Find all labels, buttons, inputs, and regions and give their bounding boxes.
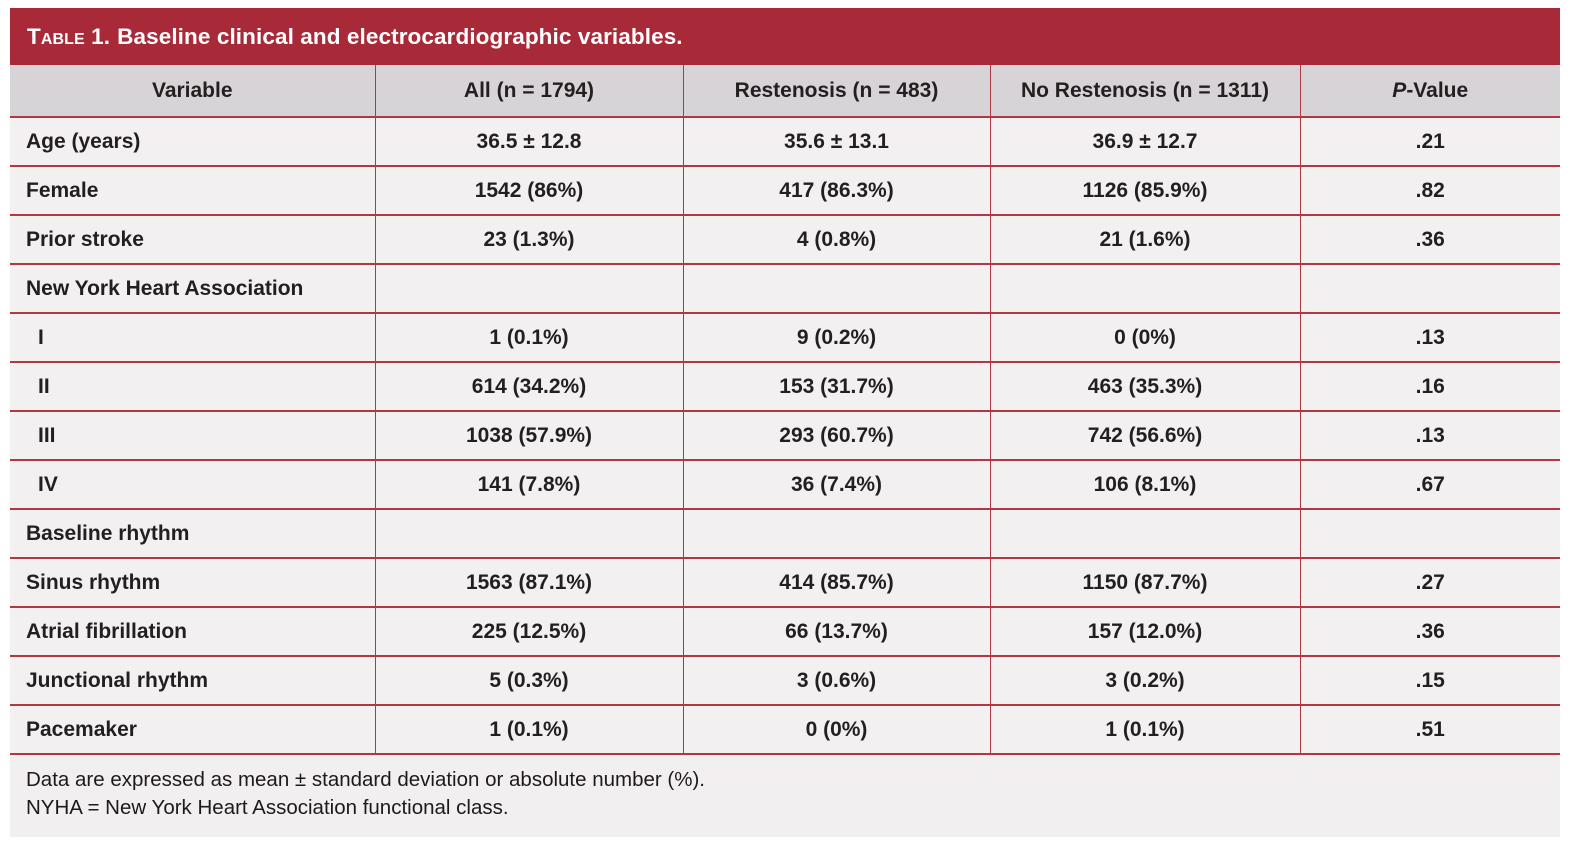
cell-all: 1 (0.1%): [375, 705, 683, 754]
cell-no-restenosis: 36.9 ± 12.7: [990, 117, 1300, 166]
table-row: [10, 411, 1560, 460]
table-title-bar: [10, 8, 1560, 65]
table-row: [10, 607, 1560, 656]
cell-p-value: .36: [1300, 607, 1560, 656]
cell-variable: Baseline rhythm: [10, 509, 375, 558]
cell-all: 1038 (57.9%): [375, 411, 683, 460]
table-figure: [10, 8, 1560, 837]
cell-all: 1542 (86%): [375, 166, 683, 215]
cell-p-value: .16: [1300, 362, 1560, 411]
table-section-row: [10, 264, 1560, 313]
header-row: [10, 65, 1560, 117]
cell-variable: Pacemaker: [10, 705, 375, 754]
table-row: [10, 705, 1560, 754]
cell-variable: III: [10, 411, 375, 460]
cell-p-value: .36: [1300, 215, 1560, 264]
cell-no-restenosis: [990, 264, 1300, 313]
cell-p-value: .27: [1300, 558, 1560, 607]
table-row: [10, 656, 1560, 705]
cell-variable: New York Heart Association: [10, 264, 375, 313]
table-row: [10, 117, 1560, 166]
cell-no-restenosis: 3 (0.2%): [990, 656, 1300, 705]
cell-restenosis: 153 (31.7%): [683, 362, 990, 411]
cell-restenosis: 293 (60.7%): [683, 411, 990, 460]
table-row: [10, 362, 1560, 411]
cell-all: 1 (0.1%): [375, 313, 683, 362]
baseline-variables-table: [10, 65, 1560, 755]
cell-variable: IV: [10, 460, 375, 509]
table-number: Table 1.: [27, 23, 111, 49]
cell-no-restenosis: 1150 (87.7%): [990, 558, 1300, 607]
cell-all: 614 (34.2%): [375, 362, 683, 411]
cell-restenosis: 414 (85.7%): [683, 558, 990, 607]
cell-restenosis: [683, 509, 990, 558]
cell-all: 1563 (87.1%): [375, 558, 683, 607]
table-row: [10, 558, 1560, 607]
cell-p-value: .67: [1300, 460, 1560, 509]
cell-no-restenosis: 742 (56.6%): [990, 411, 1300, 460]
footnote-line: Data are expressed as mean ± standard deviation or absolute number (%).: [26, 768, 706, 791]
cell-p-value: .51: [1300, 705, 1560, 754]
column-header-variable: Variable: [10, 65, 375, 117]
cell-restenosis: 0 (0%): [683, 705, 990, 754]
cell-all: 5 (0.3%): [375, 656, 683, 705]
column-header-p-value: [1300, 65, 1560, 117]
cell-p-value: .13: [1300, 411, 1560, 460]
p-value-italic-p: P: [1392, 78, 1407, 102]
cell-no-restenosis: 157 (12.0%): [990, 607, 1300, 656]
cell-restenosis: 4 (0.8%): [683, 215, 990, 264]
cell-all: 141 (7.8%): [375, 460, 683, 509]
table-row: [10, 166, 1560, 215]
cell-no-restenosis: [990, 509, 1300, 558]
cell-no-restenosis: 1126 (85.9%): [990, 166, 1300, 215]
cell-restenosis: 9 (0.2%): [683, 313, 990, 362]
table-row: [10, 215, 1560, 264]
cell-variable: Junctional rhythm: [10, 656, 375, 705]
table-row: [10, 313, 1560, 362]
cell-variable: Age (years): [10, 117, 375, 166]
cell-variable: Female: [10, 166, 375, 215]
cell-restenosis: 417 (86.3%): [683, 166, 990, 215]
cell-restenosis: 35.6 ± 13.1: [683, 117, 990, 166]
cell-variable: Sinus rhythm: [10, 558, 375, 607]
cell-all: [375, 509, 683, 558]
cell-p-value: .13: [1300, 313, 1560, 362]
footnote-line: NYHA = New York Heart Association functional class.: [26, 796, 509, 820]
cell-no-restenosis: 1 (0.1%): [990, 705, 1300, 754]
table-title: Baseline clinical and electrocardiographic variables.: [117, 23, 683, 49]
cell-all: 23 (1.3%): [375, 215, 683, 264]
cell-variable: II: [10, 362, 375, 411]
cell-all: [375, 264, 683, 313]
cell-p-value: .21: [1300, 117, 1560, 166]
cell-no-restenosis: 0 (0%): [990, 313, 1300, 362]
cell-p-value: .15: [1300, 656, 1560, 705]
column-header-restenosis: Restenosis (n = 483): [683, 65, 990, 117]
p-value-rest: -Value: [1406, 78, 1469, 102]
cell-restenosis: [683, 264, 990, 313]
cell-no-restenosis: 106 (8.1%): [990, 460, 1300, 509]
table-section-row: [10, 509, 1560, 558]
cell-variable: Prior stroke: [10, 215, 375, 264]
cell-all: 225 (12.5%): [375, 607, 683, 656]
cell-no-restenosis: 21 (1.6%): [990, 215, 1300, 264]
cell-no-restenosis: 463 (35.3%): [990, 362, 1300, 411]
cell-p-value: [1300, 509, 1560, 558]
column-header-no-restenosis: No Restenosis (n = 1311): [990, 65, 1300, 117]
cell-p-value: .82: [1300, 166, 1560, 215]
cell-variable: I: [10, 313, 375, 362]
cell-restenosis: 3 (0.6%): [683, 656, 990, 705]
cell-p-value: [1300, 264, 1560, 313]
cell-variable: Atrial fibrillation: [10, 607, 375, 656]
table-footnotes: [10, 755, 1560, 837]
cell-all: 36.5 ± 12.8: [375, 117, 683, 166]
column-header-all: All (n = 1794): [375, 65, 683, 117]
cell-restenosis: 66 (13.7%): [683, 607, 990, 656]
table-row: [10, 460, 1560, 509]
cell-restenosis: 36 (7.4%): [683, 460, 990, 509]
